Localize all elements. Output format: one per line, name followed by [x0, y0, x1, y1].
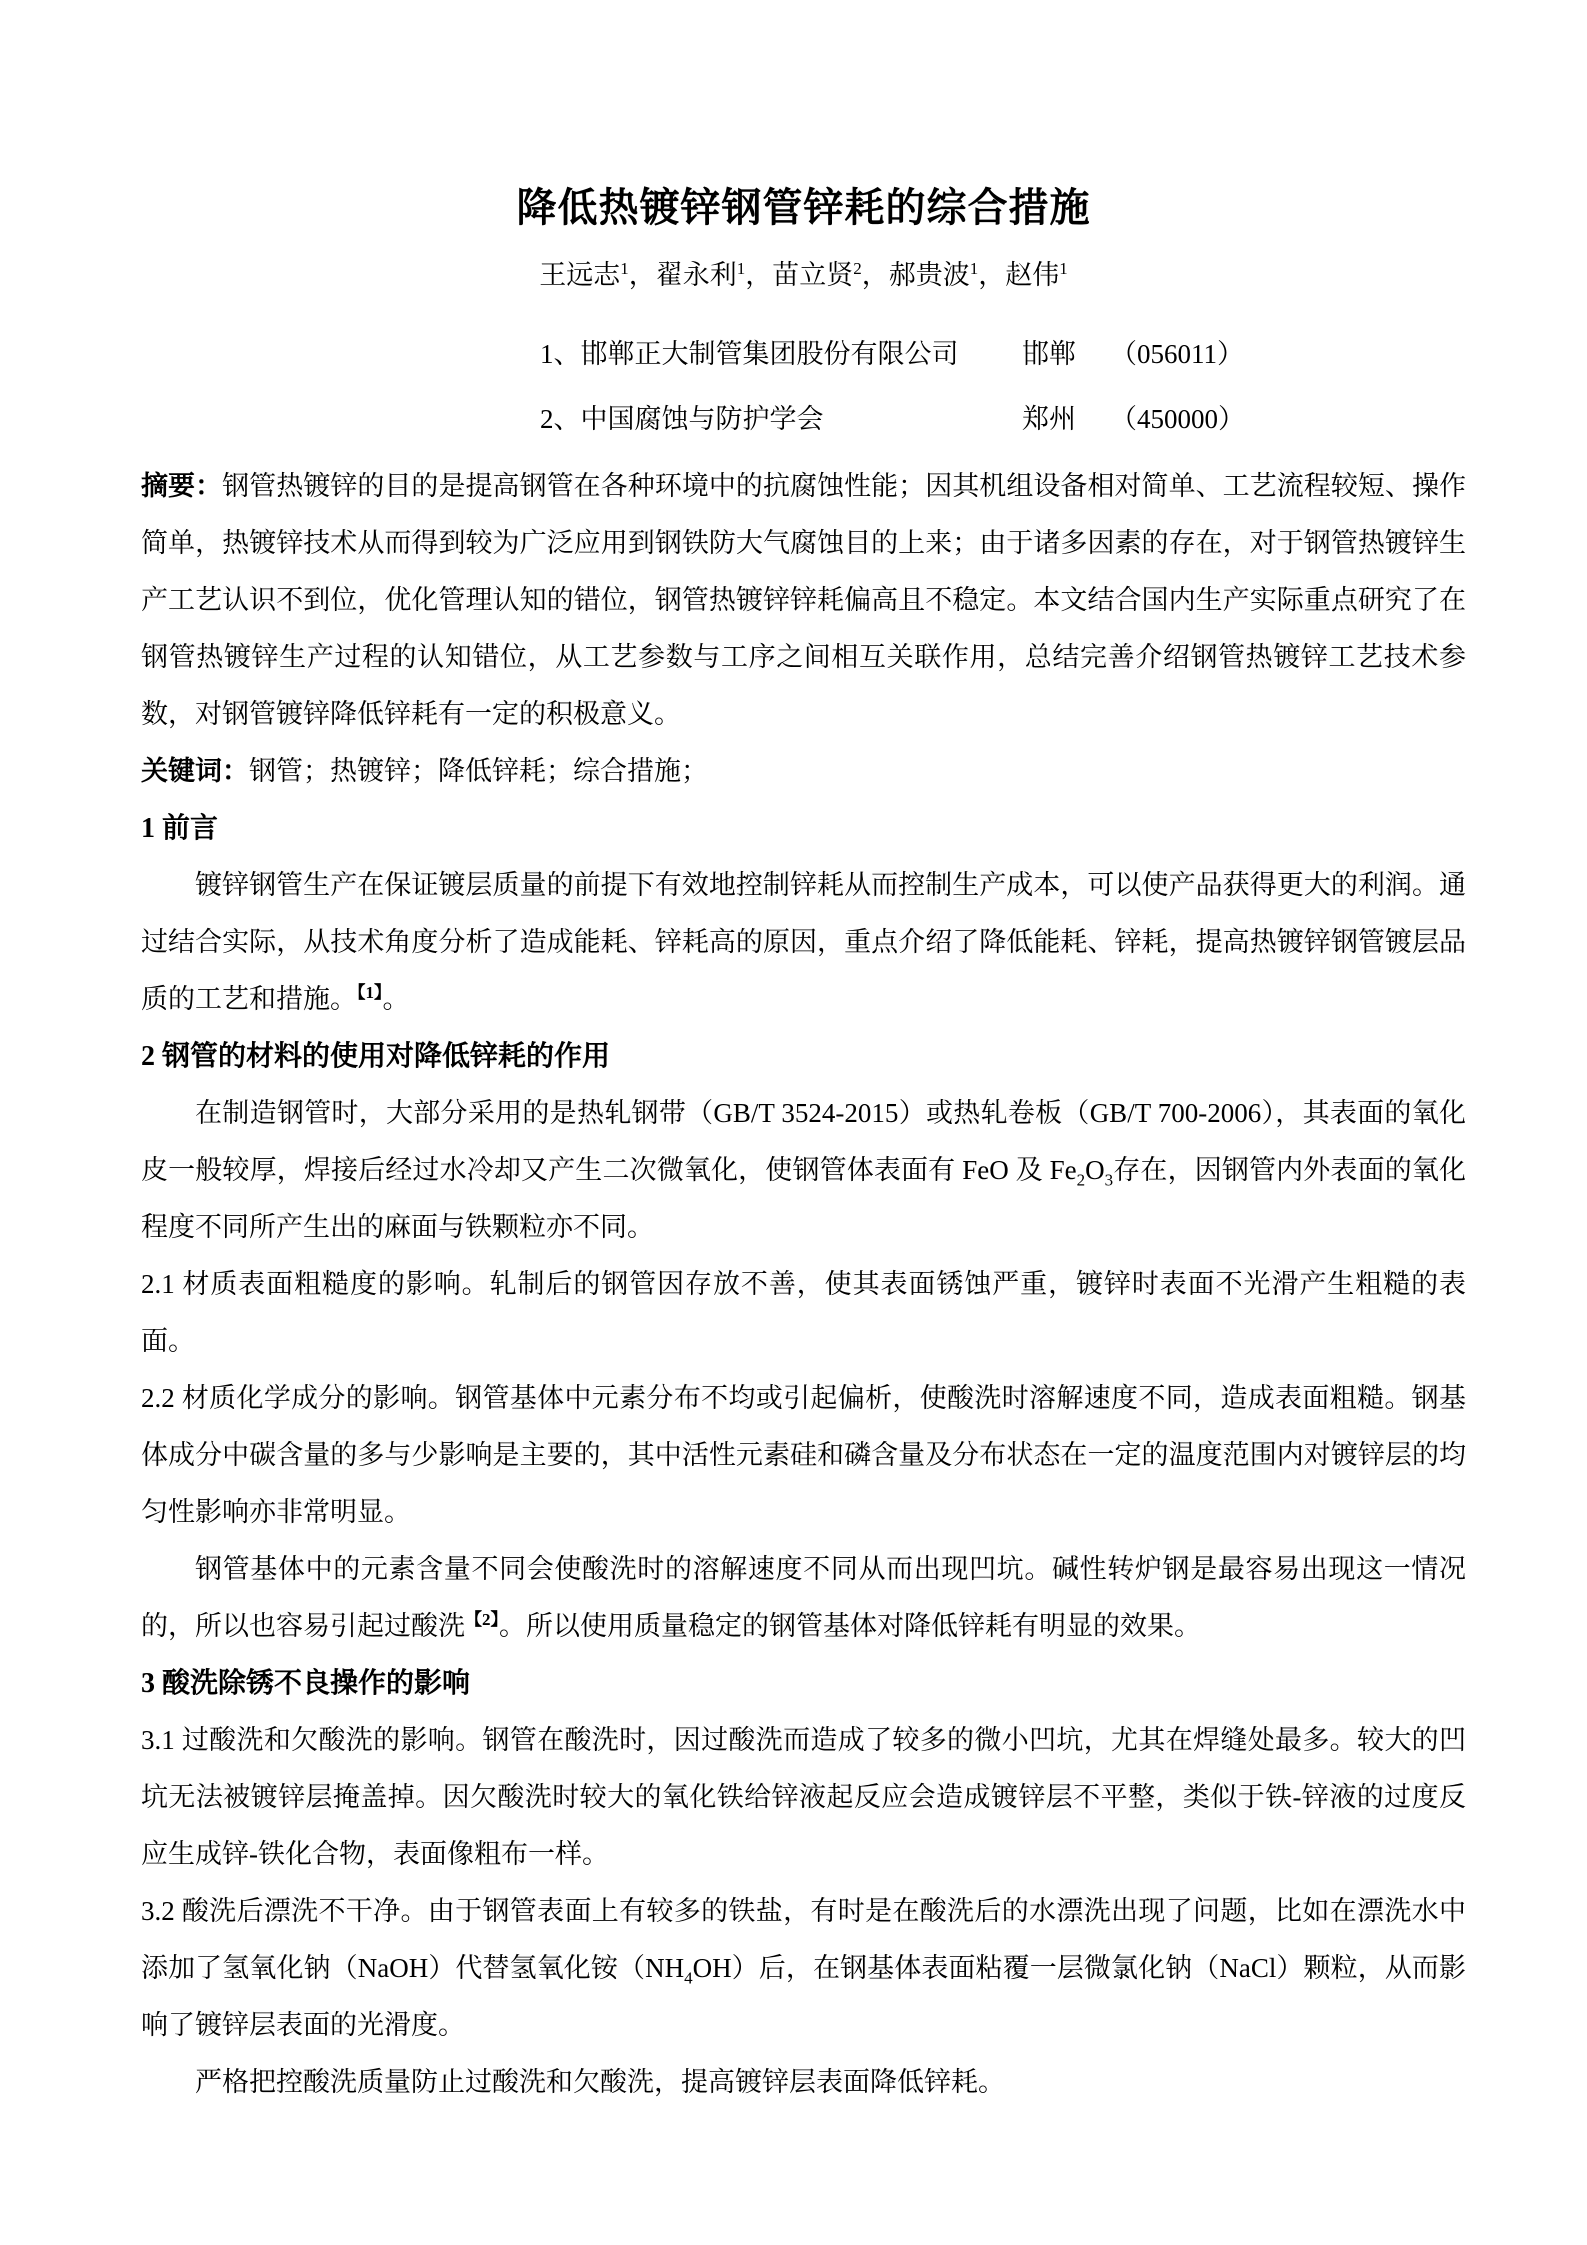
section-1-paragraph-1: 镀锌钢管生产在保证镀层质量的前提下有效地控制锌耗从而控制生产成本，可以使产品获得更大的利润。通过结合实际，从技术角度分析了造成能耗、锌耗高的原因，重点介绍了降低能耗、锌耗，提高热镀锌钢管镀层品质的工艺和措施。$^{【1】}$。	[141, 870, 1466, 1014]
affiliation-postal-code: （056011）	[1110, 339, 1244, 369]
section-2-paragraph-4: 钢管基体中的元素含量不同会使酸洗时的溶解速度不同从而出现凹坑。碱性转炉钢是最容易出现这一情况的，所以也容易引起过酸洗$^{【2】}$。所以使用质量稳定的钢管基体对降低锌耗有明显的效果。	[141, 1554, 1466, 1641]
affiliation-name: 邯郸正大制管集团股份有限公司	[580, 339, 959, 369]
section-3-paragraph-2: 3.2 酸洗后漂洗不干净。由于钢管表面上有较多的铁盐，有时是在酸洗后的水漂洗出现了问题，比如在漂洗水中添加了氢氧化钠（NaOH）代替氢氧化铵$(NH_4OH)$后，在钢基体表面粘覆一层微氯化钠（NaCl）颗粒，从而影响了镀锌层表面的光滑度。	[141, 1896, 1466, 2040]
affiliation-city: 郑州	[1022, 404, 1076, 434]
affiliation-city: 邯郸	[1022, 339, 1076, 369]
section-1-heading: 1 前言	[141, 813, 219, 844]
section-2-paragraph-1: 在制造钢管时，大部分采用的是热轧钢带（GB/T 3524-2015）或热轧卷板（GB/T 700-2006），其表面的氧化皮一般较厚，焊接后经过水冷却又产生二次微氧化，使钢管体表面有 FeO 及 $Fe_2O_3$存在，因钢管内外表面的氧化程度不同所产生出的麻面与铁颗粒亦不同。	[141, 1098, 1467, 1242]
affiliation-postal-code: （450000）	[1110, 404, 1245, 434]
affiliation-org	[540, 322, 1022, 387]
affiliation-row-1	[540, 322, 1466, 387]
section-3-paragraph-1: 3.1 过酸洗和欠酸洗的影响。钢管在酸洗时，因过酸洗而造成了较多的微小凹坑，尤其在焊缝处最多。较大的凹坑无法被镀锌层掩盖掉。因欠酸洗时较大的氧化铁给锌液起反应会造成镀锌层不平整，类似于铁-锌液的过度反应生成锌-铁化合物，表面像粗布一样。	[141, 1725, 1466, 1869]
section-2-paragraph-3: 2.2 材质化学成分的影响。钢管基体中元素分布不均或引起偏析，使酸洗时溶解速度不同，造成表面粗糙。钢基体成分中碳含量的多与少影响是主要的，其中活性元素硅和磷含量及分布状态在一定的温度范围内对镀锌层的均匀性影响亦非常明显。	[141, 1383, 1466, 1527]
keywords-line: 关键词：钢管；热镀锌；降低锌耗；综合措施；	[141, 756, 708, 786]
affiliation-index: 1、	[540, 339, 581, 369]
affiliation-index: 2、	[540, 404, 581, 434]
affiliation-org	[540, 387, 1022, 452]
paper-title: 降低热镀锌钢管锌耗的综合措施	[516, 185, 1091, 230]
section-3-paragraph-3: 严格把控酸洗质量防止过酸洗和欠酸洗，提高镀锌层表面降低锌耗。	[195, 2067, 1005, 2097]
abstract-paragraph: 摘要：钢管热镀锌的目的是提高钢管在各种环境中的抗腐蚀性能；因其机组设备相对简单、工艺流程较短、操作简单，热镀锌技术从而得到较为广泛应用到钢铁防大气腐蚀目的上来；由于诸多因素的存在，对于钢管热镀锌生产工艺认识不到位，优化管理认知的错位，钢管热镀锌锌耗偏高且不稳定。本文结合国内生产实际重点研究了在钢管热镀锌生产过程的认知错位，从工艺参数与工序之间相互关联作用，总结完善介绍钢管热镀锌工艺技术参数，对钢管镀锌降低锌耗有一定的积极意义。	[141, 471, 1466, 729]
authors-line: 王远志$^1$，翟永利$^1$，苗立贤$^2$，郝贵波$^1$，赵伟$^1$	[539, 259, 1068, 290]
section-3-heading: 3 酸洗除锈不良操作的影响	[141, 1668, 471, 1699]
affiliation-list	[540, 322, 1466, 452]
section-2-heading: 2 钢管的材料的使用对降低锌耗的作用	[141, 1041, 611, 1072]
affiliation-row-2	[540, 387, 1466, 452]
section-2-paragraph-2: 2.1 材质表面粗糙度的影响。轧制后的钢管因存放不善，使其表面锈蚀严重，镀锌时表面不光滑产生粗糙的表面。	[141, 1269, 1466, 1356]
paper-body	[141, 458, 1466, 2111]
affiliation-name: 中国腐蚀与防护学会	[580, 404, 824, 434]
